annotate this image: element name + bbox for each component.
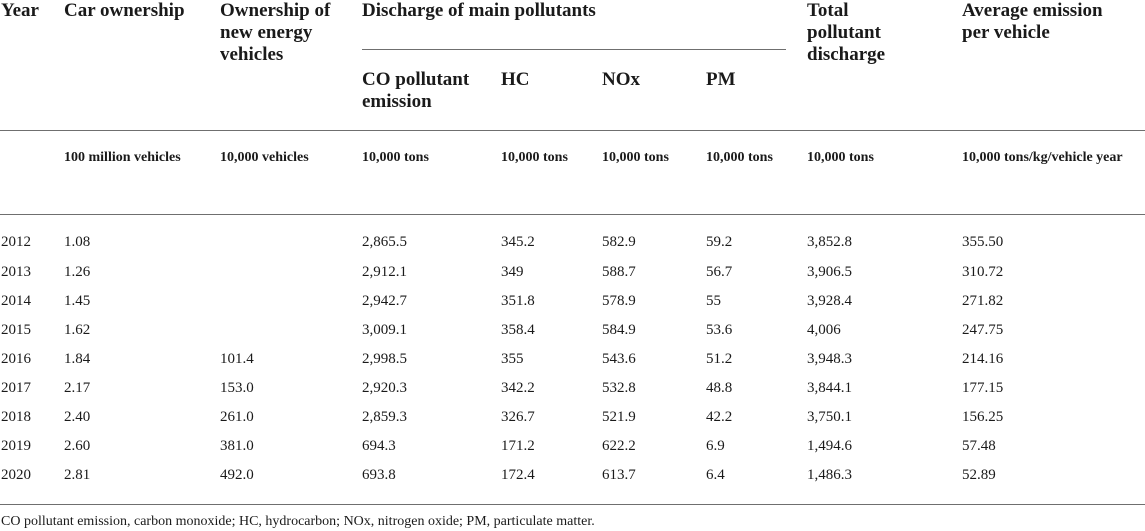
cell-year: 2012 — [1, 234, 31, 250]
cell-car: 2.60 — [64, 438, 91, 454]
cell-total: 3,948.3 — [807, 351, 852, 367]
cell-nox: 543.6 — [602, 351, 636, 367]
header-average-emission: Average emission per vehicle — [962, 0, 1103, 43]
table-row — [0, 318, 1145, 342]
cell-avg: 57.48 — [962, 438, 996, 454]
cell-avg: 310.72 — [962, 264, 1004, 280]
cell-nev: 492.0 — [220, 467, 254, 483]
cell-co: 2,912.1 — [362, 264, 407, 280]
cell-nox: 588.7 — [602, 264, 636, 280]
cell-year: 2014 — [1, 293, 31, 309]
header-co: CO pollutant emission — [362, 69, 470, 112]
cell-total: 3,844.1 — [807, 380, 852, 396]
table-row — [0, 405, 1145, 429]
cell-hc: 358.4 — [501, 322, 535, 338]
cell-pm: 56.7 — [706, 264, 733, 280]
cell-pm: 42.2 — [706, 409, 733, 425]
cell-nox: 582.9 — [602, 234, 636, 250]
header-car-ownership: Car ownership — [64, 0, 185, 21]
cell-nev: 261.0 — [220, 409, 254, 425]
cell-avg: 247.75 — [962, 322, 1004, 338]
cell-co: 694.3 — [362, 438, 396, 454]
cell-nox: 521.9 — [602, 409, 636, 425]
header-total-discharge: Total pollutant discharge — [807, 0, 886, 65]
cell-year: 2015 — [1, 322, 31, 338]
table-bottom-rule — [0, 504, 1145, 505]
cell-nox: 584.9 — [602, 322, 636, 338]
unit-total: 10,000 tons — [807, 150, 874, 165]
table-row — [0, 347, 1145, 371]
cell-total: 1,486.3 — [807, 467, 852, 483]
cell-car: 1.84 — [64, 351, 91, 367]
cell-total: 4,006 — [807, 322, 841, 338]
cell-co: 2,998.5 — [362, 351, 407, 367]
cell-avg: 177.15 — [962, 380, 1004, 396]
cell-hc: 349 — [501, 264, 524, 280]
cell-nox: 622.2 — [602, 438, 636, 454]
cell-car: 1.45 — [64, 293, 91, 309]
header-discharge-group: Discharge of main pollutants — [362, 0, 596, 21]
cell-co: 2,859.3 — [362, 409, 407, 425]
cell-nox: 578.9 — [602, 293, 636, 309]
units-bottom-rule — [0, 214, 1145, 215]
cell-pm: 59.2 — [706, 234, 733, 250]
cell-total: 3,750.1 — [807, 409, 852, 425]
cell-co: 3,009.1 — [362, 322, 407, 338]
unit-hc: 10,000 tons — [501, 150, 568, 165]
cell-pm: 48.8 — [706, 380, 733, 396]
cell-year: 2013 — [1, 264, 31, 280]
unit-co: 10,000 tons — [362, 150, 429, 165]
cell-total: 3,928.4 — [807, 293, 852, 309]
cell-year: 2019 — [1, 438, 31, 454]
cell-hc: 326.7 — [501, 409, 535, 425]
cell-pm: 6.9 — [706, 438, 725, 454]
cell-pm: 53.6 — [706, 322, 733, 338]
cell-avg: 52.89 — [962, 467, 996, 483]
cell-car: 2.40 — [64, 409, 91, 425]
cell-year: 2020 — [1, 467, 31, 483]
header-year: Year — [1, 0, 39, 21]
unit-pm: 10,000 tons — [706, 150, 773, 165]
cell-car: 2.17 — [64, 380, 91, 396]
sub-header-rule — [362, 49, 786, 50]
cell-pm: 6.4 — [706, 467, 725, 483]
cell-car: 1.62 — [64, 322, 91, 338]
unit-average: 10,000 tons/kg/vehicle year — [962, 150, 1123, 165]
header-bottom-rule — [0, 130, 1145, 131]
cell-car: 1.08 — [64, 234, 91, 250]
cell-year: 2017 — [1, 380, 31, 396]
cell-car: 1.26 — [64, 264, 91, 280]
cell-hc: 351.8 — [501, 293, 535, 309]
cell-hc: 345.2 — [501, 234, 535, 250]
cell-co: 2,865.5 — [362, 234, 407, 250]
cell-total: 3,906.5 — [807, 264, 852, 280]
cell-avg: 214.16 — [962, 351, 1004, 367]
cell-pm: 51.2 — [706, 351, 733, 367]
table-row — [0, 260, 1145, 284]
table-row — [0, 289, 1145, 313]
cell-avg: 355.50 — [962, 234, 1004, 250]
cell-co: 693.8 — [362, 467, 396, 483]
header-pm: PM — [706, 69, 736, 90]
unit-car-ownership: 100 million vehicles — [64, 150, 181, 165]
cell-avg: 271.82 — [962, 293, 1004, 309]
cell-nev: 101.4 — [220, 351, 254, 367]
header-hc: HC — [501, 69, 530, 90]
cell-car: 2.81 — [64, 467, 91, 483]
cell-year: 2016 — [1, 351, 31, 367]
cell-hc: 342.2 — [501, 380, 535, 396]
cell-hc: 172.4 — [501, 467, 535, 483]
cell-pm: 55 — [706, 293, 721, 309]
header-nev-ownership: Ownership of new energy vehicles — [220, 0, 331, 65]
cell-co: 2,942.7 — [362, 293, 407, 309]
table-footnote: CO pollutant emission, carbon monoxide; HC, hydrocarbon; NOx, nitrogen oxide; PM, particulate matter. — [1, 514, 595, 529]
cell-avg: 156.25 — [962, 409, 1004, 425]
table-row — [0, 230, 1145, 254]
table-row — [0, 463, 1145, 487]
cell-nox: 613.7 — [602, 467, 636, 483]
cell-nev: 153.0 — [220, 380, 254, 396]
unit-nev-ownership: 10,000 vehicles — [220, 150, 309, 165]
table-row — [0, 434, 1145, 458]
cell-year: 2018 — [1, 409, 31, 425]
cell-hc: 355 — [501, 351, 524, 367]
unit-nox: 10,000 tons — [602, 150, 669, 165]
table-row — [0, 376, 1145, 400]
header-nox: NOx — [602, 69, 640, 90]
cell-hc: 171.2 — [501, 438, 535, 454]
cell-total: 3,852.8 — [807, 234, 852, 250]
cell-co: 2,920.3 — [362, 380, 407, 396]
cell-total: 1,494.6 — [807, 438, 852, 454]
cell-nox: 532.8 — [602, 380, 636, 396]
cell-nev: 381.0 — [220, 438, 254, 454]
